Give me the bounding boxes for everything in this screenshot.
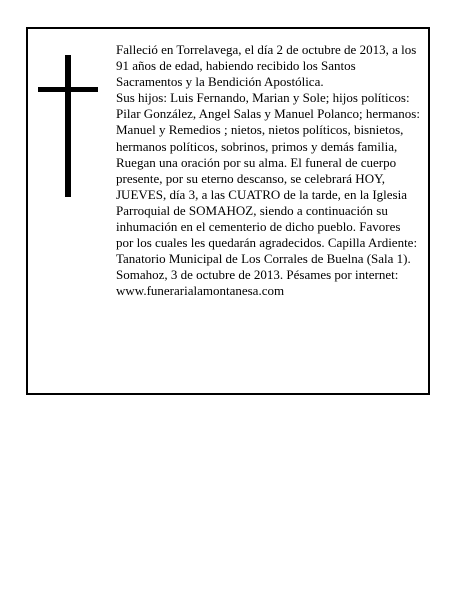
notice-paragraph-condolences: Somahoz, 3 de octubre de 2013. Pésames por internet: www.funerarialamontanesa.com bbox=[116, 267, 399, 299]
cross-horizontal-bar bbox=[38, 87, 98, 92]
latin-cross-icon bbox=[38, 55, 98, 197]
obituary-notice bbox=[26, 27, 430, 395]
notice-paragraph-death: Falleció en Torrelavega, el día 2 de octubre de 2013, a los 91 años de edad, habiendo recibido los Santos Sacramentos y la Bendición Apostólica. bbox=[116, 42, 417, 90]
notice-paragraph-family: Sus hijos: Luis Fernando, Marian y Sole; hijos políticos: Pilar González, Angel Salas y Manuel Polanco; hermanos: Manuel y Remedios ; nietos, nietos políticos, bisnietos, hermanos políticos, sobrinos, primos y demás familia, bbox=[116, 90, 420, 154]
notice-paragraph-funeral: Ruegan una oración por su alma. El funeral de cuerpo presente, por su eterno descanso, se celebrará HOY, JUEVES, día 3, a las CUATRO de la tarde, en la Iglesia Parroquial de SOMAHOZ, siendo a continuación su inhumación en el cementerio de dicho pueblo. Favores por los cuales les quedarán agradecidos. Capilla Ardiente: Tanatorio Municipal de Los Corrales de Buelna (Sala 1). bbox=[116, 154, 418, 267]
notice-text bbox=[116, 42, 421, 300]
cross-vertical-bar bbox=[65, 55, 71, 197]
